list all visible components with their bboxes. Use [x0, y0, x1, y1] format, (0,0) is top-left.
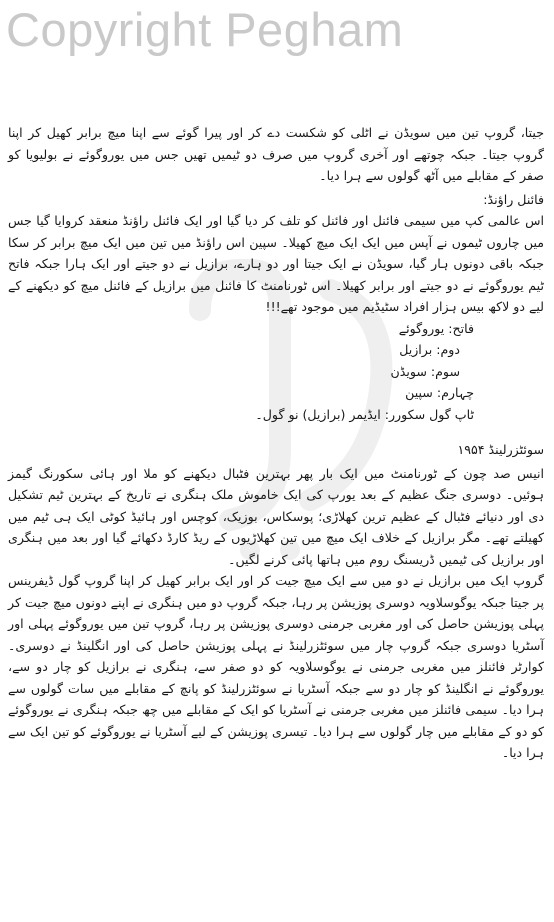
result-second: دوم: برازیل: [399, 342, 460, 357]
paragraph-group-results: جیتا، گروپ تین میں سویڈن نے اٹلی کو شکست دے کر اور پیرا گوئے سے اپنا میچ برابر کھیل کر اپنا گروپ جیتا۔ جبکہ چوتھے اور آخری گروپ میں صرف دو ٹیمیں تھیں جس میں یوروگوئے نے بولیویا کو صفر کے مقابلے میں آٹھ گولوں سے ہرا دیا۔: [8, 125, 544, 183]
result-third: سوم: سویڈن: [390, 363, 460, 379]
paragraph-final-round: اس عالمی کپ میں سیمی فائنل اور فائنل کو تلف کر دیا گیا اور ایک فائنل راؤنڈ منعقد کروایا گیا جس میں چاروں ٹیموں نے آپس میں ایک ایک میچ کھیلا۔ سپین اس راؤنڈ میں تین میں ایک میچ برابر کر سکا جبکہ باقی دونوں ہار گیا، سویڈن نے ایک جیتا اور دو ہارے، برازیل نے دو جیتے اور ایک ہارا جبکہ فاتح ٹیم یوروگوئے نے دو جیتے اور برابر کھیلا۔ اس ٹورنامنٹ کا فائنل میں برازیل کے فائنل میچ کو دیکھنے کے لیے دو لاکھ بیس ہزار افراد سٹیڈیم میں موجود تھے!!!: [8, 213, 544, 314]
results-list: [8, 318, 474, 426]
copyright-watermark: Copyright Pegham: [6, 3, 404, 56]
article-body: [8, 122, 544, 764]
final-round-heading: فائنل راؤنڈ:: [483, 191, 544, 207]
result-top-scorer: ٹاپ گول سکورر: ایڈیمر (برازیل) نو گول۔: [255, 406, 474, 422]
paragraph-1954-groups: گروپ ایک میں برازیل نے دو میں سے ایک میچ جیت کر اور ایک برابر کھیل کر اپنا گروپ گول ڈیفرینس پر جیتا جبکہ یوگوسلاویہ دوسری پوزیشن پر رہا، جبکہ گروپ دو میں ہنگری نے اپنے دونوں میچ جیت کر پہلی پوزیشن حاصل کی اور مغربی جرمنی دوسری پوزیشن پر رہا، گروپ تین میں یوروگوئے پہلی اور آسٹریا دوسری جبکہ گروپ چار میں سوئٹزرلینڈ نے پہلی پوزیشن حاصل کی اور انگلینڈ نے دوسری۔ کوارٹر فائنلز میں مغربی جرمنی نے یوگوسلاویہ کو دو صفر سے، ہنگری نے برازیل کو چار دو سے، یوروگوئے نے انگلینڈ کو چار دو سے جبکہ آسٹریا نے سوئٹزرلینڈ کو پانچ کے مقابلے میں سات گولوں سے ہرا دیا۔ سیمی فائنلز میں مغربی جرمنی نے آسٹریا کو ایک کے مقابلے میں چھ جبکہ ہنگری نے یوروگوئے کو دو کے مقابلے میں چار گولوں سے ہرا دیا۔ تیسری پوزیشن کے لیے آسٹریا نے یوروگوئے کو تین ایک سے ہرا دیا۔: [8, 573, 544, 760]
result-fourth: چہارم: سپین: [405, 385, 474, 400]
paragraph-1954-intro: انیس صد چون کے ٹورنامنٹ میں ایک بار پھر بہترین فٹبال دیکھنے کو ملا اور ہائی سکورنگ گیمز ہوئیں۔ دوسری جنگ عظیم کے بعد یورپ کی ایک خاموش ملک ہنگری نے تاریخ کے بہترین ٹیم تشکیل دی اور دنیائے فٹبال کے عظیم ترین کھلاڑی؛ پوسکاس، بوزیک، کوچس اور ہائیڈ کوٹی ایک ہی ٹیم میں کھیلتے تھے۔ مگر برازیل کے خلاف ایک میچ میں تین کھلاڑیوں کے ریڈ کارڈ دکھائے گیا اور بعد میں ہنگری اور برازیل کی ٹیمیں ڈریسنگ روم میں ہاتھا پائی کرنے لگیں۔: [8, 465, 544, 567]
section-title-1954: سوئٹزرلینڈ ۱۹۵۴: [457, 442, 544, 457]
result-winner: فاتح: یوروگوئے: [398, 320, 474, 336]
